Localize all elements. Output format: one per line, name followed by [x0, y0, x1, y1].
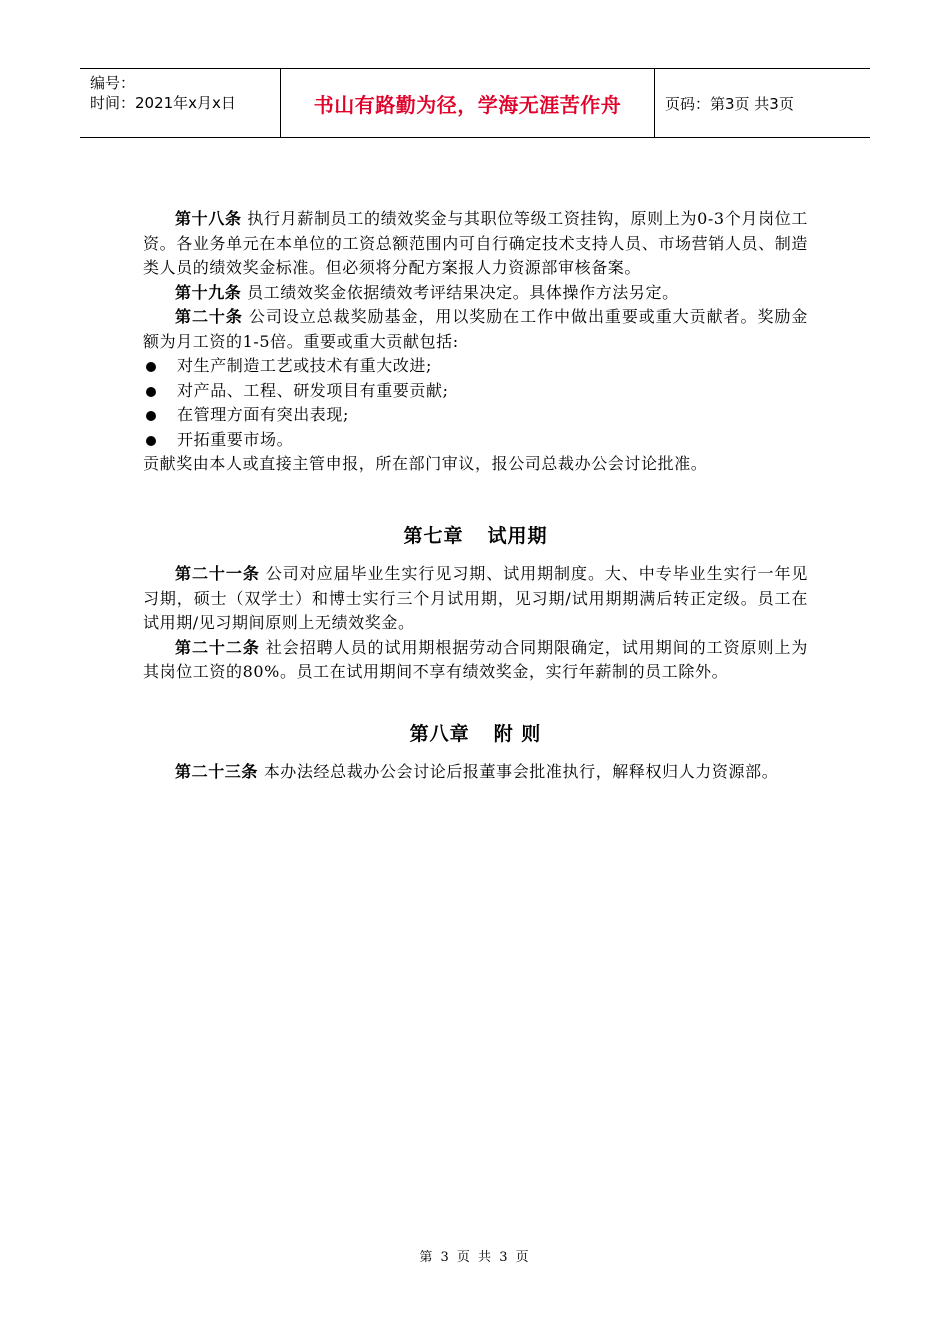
article-label: 第十九条 — [175, 282, 242, 302]
list-item: 对生产制造工艺或技术有重大改进; — [143, 354, 808, 379]
article-21 — [143, 562, 808, 636]
page-footer: 第 3 页 共 3 页 — [419, 1250, 531, 1265]
document-body — [143, 207, 808, 785]
article-label: 第二十二条 — [175, 637, 260, 657]
article-23 — [143, 760, 808, 785]
article-text: 员工绩效奖金依据绩效考评结果决定。具体操作方法另定。 — [241, 282, 679, 302]
document-date: 时间：2021年x月x日 — [90, 94, 236, 112]
article-label: 第十八条 — [175, 209, 242, 228]
article-19 — [143, 281, 808, 306]
chapter-number: 第八章 — [409, 722, 470, 745]
header-motto: 书山有路勤为径，学海无涯苦作舟 — [281, 69, 655, 137]
article-18 — [143, 207, 808, 281]
header-page-info: 页码：第3页 共3页 — [665, 94, 794, 113]
article-text: 公司对应届毕业生实行见习期、试用期制度。大、中专毕业生实行一年见习期，硕士（双学士）和博士实行三个月试用期，见习期/试用期期满后转正定级。员工在试用期/见习期间原则上无绩效奖金。 — [143, 564, 808, 632]
chapter-8-heading — [143, 722, 808, 747]
chapter-title: 附 则 — [493, 722, 542, 745]
list-item: 开拓重要市场。 — [143, 428, 808, 453]
article-text: 执行月薪制员工的绩效奖金与其职位等级工资挂钩，原则上为0-3个月岗位工资。各业务单元在本单位的工资总额范围内可自行确定技术支持人员、市场营销人员、制造类人员的绩效奖金标准。但必须将分配方案报人力资源部审核备案。 — [143, 209, 809, 277]
article-label: 第二十三条 — [175, 762, 259, 781]
contribution-list — [143, 354, 808, 452]
chapter-title: 试用期 — [487, 524, 548, 547]
article-20 — [143, 305, 808, 354]
article-label: 第二十一条 — [175, 564, 260, 583]
chapter-number: 第七章 — [403, 524, 464, 547]
bullet-icon — [146, 436, 156, 446]
document-number-label: 编号： — [90, 74, 136, 92]
list-item: 对产品、工程、研发项目有重要贡献; — [143, 379, 808, 404]
article-text: 本办法经总裁办公会讨论后报董事会批准执行，解释权归人力资源部。 — [258, 762, 779, 781]
page-header — [80, 68, 870, 138]
article-text: 社会招聘人员的试用期根据劳动合同期限确定，试用期间的工资原则上为其岗位工资的80%。员工在试用期间不享有绩效奖金，实行年薪制的员工除外。 — [143, 637, 808, 681]
list-item: 在管理方面有突出表现; — [143, 403, 808, 428]
chapter-7-heading — [143, 524, 808, 549]
article-label: 第二十条 — [175, 307, 243, 326]
bullet-icon — [146, 362, 156, 372]
bullet-icon — [146, 411, 156, 421]
header-meta — [80, 69, 281, 137]
article-20-note: 贡献奖由本人或直接主管申报，所在部门审议，报公司总裁办公会讨论批准。 — [143, 454, 708, 473]
article-22 — [143, 636, 808, 685]
bullet-icon — [146, 387, 156, 397]
article-text: 公司设立总裁奖励基金，用以奖励在工作中做出重要或重大贡献者。奖励金额为月工资的1-5倍。重要或重大贡献包括: — [143, 307, 808, 351]
